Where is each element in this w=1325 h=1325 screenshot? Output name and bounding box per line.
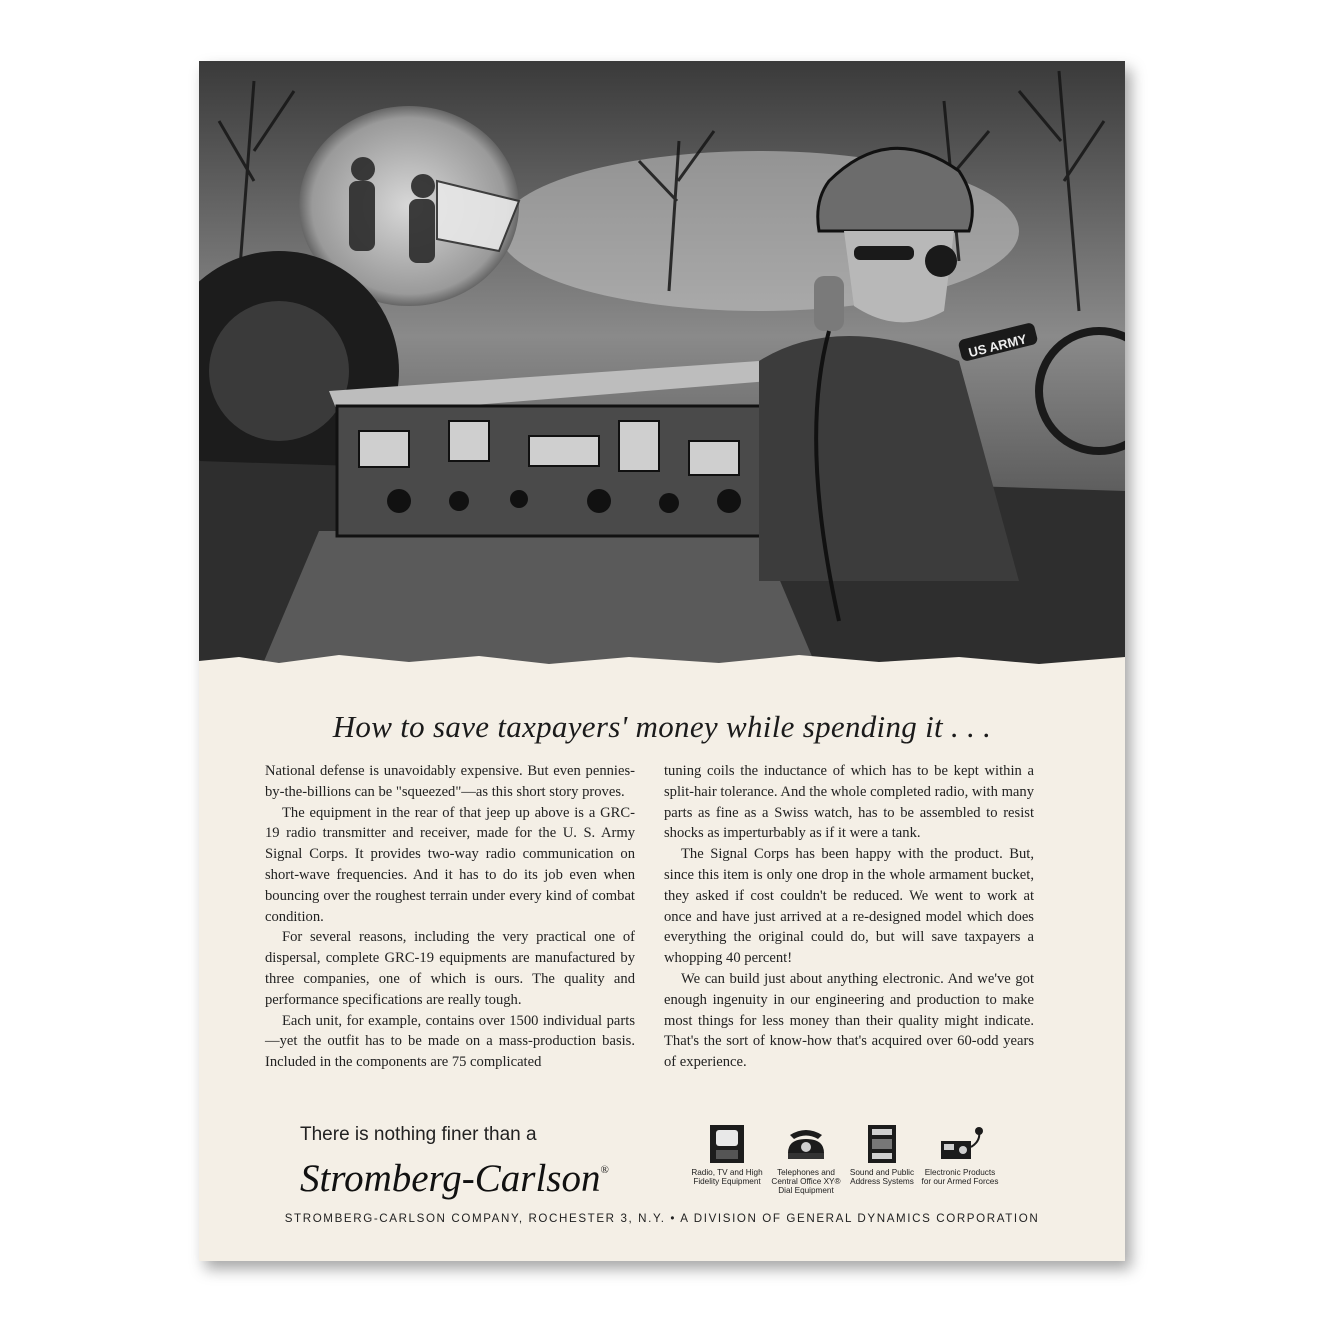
- body-column-right: [664, 761, 1034, 1073]
- brand-name: Stromberg-Carlson: [300, 1157, 601, 1200]
- product-radio-tv: [688, 1123, 766, 1186]
- advertisement-page: [199, 61, 1125, 1261]
- registered-mark: ®: [600, 1164, 609, 1176]
- us-army-patch: US ARMY: [966, 331, 1029, 361]
- telephone-icon: [784, 1123, 828, 1165]
- headline: How to save taxpayers' money while spending it . . .: [332, 709, 992, 744]
- product-caption: Radio, TV and High Fidelity Equipment: [691, 1168, 763, 1186]
- television-icon: [707, 1123, 747, 1165]
- product-armed-forces: [921, 1123, 999, 1186]
- company-footer: STROMBERG-CARLSON COMPANY, ROCHESTER 3, N.Y. • A DIVISION OF GENERAL DYNAMICS CORPORATION: [284, 1212, 1040, 1225]
- illustration-soldier-radio: [199, 61, 1125, 673]
- sound-system-icon: [862, 1123, 902, 1165]
- tagline: There is nothing finer than a: [300, 1124, 537, 1145]
- paragraph: The equipment in the rear of that jeep up above is a GRC-19 radio transmitter and receiver, made for the U. S. Army Signal Corps. It provides two-way radio communication on short-wave frequencies. And it has to do its job even when bouncing over the roughest terrain under every kind of combat condition.: [265, 804, 635, 925]
- paragraph: tuning coils the inductance of which has to be kept within a split-hair tolerance. And the whole completed radio, with many parts as fine as a Swiss watch, has to be assembled to resist shocks as imperturbably as if it were a tank.: [664, 763, 1034, 842]
- paragraph: The Signal Corps has been happy with the product. But, since this item is only one drop in the whole armament bucket, they asked if cost couldn't be reduced. We went to work at once and have just arrived at a re-designed model which does everything the original could do, but will save taxpayers a whopping 40 percent!: [664, 846, 1034, 967]
- product-caption: Telephones and Central Office XY® Dial Equipment: [771, 1168, 841, 1195]
- paragraph: For several reasons, including the very practical one of dispersal, complete GRC-19 equipments are manufactured by three companies, one of which is ours. The quality and performance specifications are really tough.: [265, 929, 635, 1008]
- paragraph: We can build just about anything electronic. And we've got enough ingenuity in our engineering and production to make most things for less money than their quality might indicate. That's the sort of know-how that's acquired over 60-odd years of experience.: [664, 970, 1034, 1071]
- electronics-icon: [935, 1123, 985, 1165]
- product-caption: Sound and Public Address Systems: [849, 1168, 915, 1186]
- paragraph: National defense is unavoidably expensive. But even pennies-by-the-billions can be "squeezed"—as this short story proves.: [265, 763, 635, 800]
- brand-logo: [300, 1156, 609, 1201]
- product-sound-systems: [843, 1123, 921, 1186]
- paragraph: Each unit, for example, contains over 1500 individual parts—yet the outfit has to be made on a mass-production basis. Included in the components are 75 complicated: [265, 1012, 635, 1071]
- product-caption: Electronic Products for our Armed Forces: [921, 1168, 999, 1186]
- product-telephones: [767, 1123, 845, 1195]
- body-column-left: [265, 761, 635, 1073]
